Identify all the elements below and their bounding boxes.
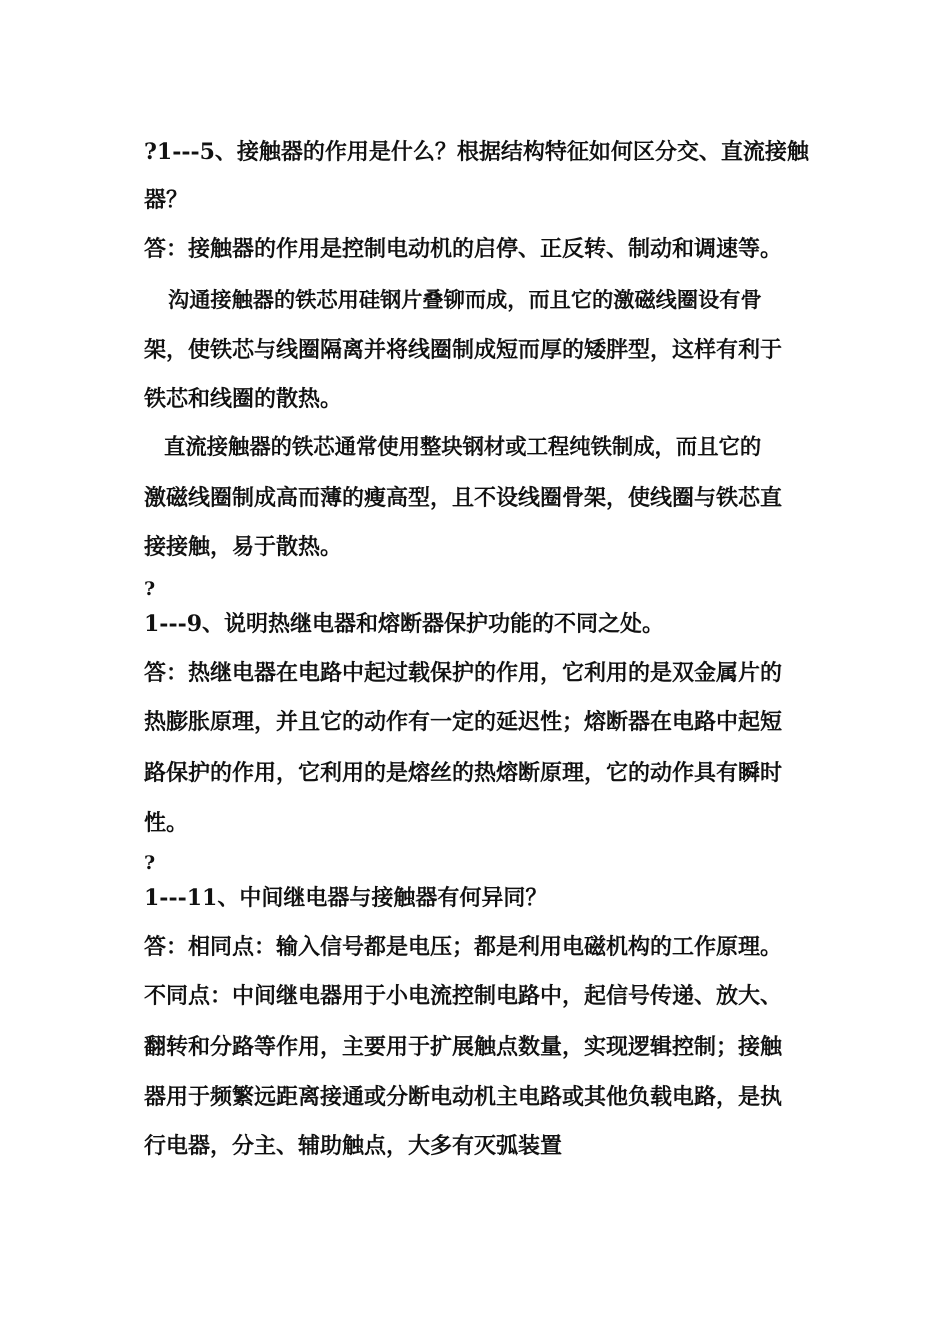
answer-1-5-paragraph-ac-line-3: 铁芯和线圈的散热。	[144, 386, 343, 412]
answer-1-5-paragraph-dc-line-3: 接接触，易于散热。	[144, 534, 343, 560]
question-1-5-line-1: ?1---5、接触器的作用是什么？根据结构特征如何区分交、直流接触	[144, 139, 809, 165]
question-1-9-line: 1---9、说明热继电器和熔断器保护功能的不同之处。	[144, 611, 665, 637]
answer-1-11-line-1: 答：相同点：输入信号都是电压；都是利用电磁机构的工作原理。	[144, 934, 783, 960]
answer-1-5-paragraph-ac-line-1: 沟通接触器的铁芯用硅钢片叠铆而成，而且它的激磁线圈设有骨	[168, 288, 762, 313]
answer-1-11-line-2: 不同点：中间继电器用于小电流控制电路中，起信号传递、放大、	[144, 983, 783, 1009]
question-mark-separator-2: ?	[144, 852, 156, 874]
answer-1-9-line-1: 答：热继电器在电路中起过载保护的作用，它利用的是双金属片的	[144, 660, 783, 686]
question-1-5-line-2: 器？	[144, 187, 189, 213]
answer-1-5-paragraph-ac-line-2: 架，使铁芯与线圈隔离并将线圈制成短而厚的矮胖型，这样有利于	[144, 337, 783, 363]
answer-1-9-line-2: 热膨胀原理，并且它的动作有一定的延迟性；熔断器在电路中起短	[144, 709, 783, 735]
answer-1-9-line-3: 路保护的作用，它利用的是熔丝的热熔断原理，它的动作具有瞬时	[144, 760, 783, 786]
question-1-11-line: 1---11、中间继电器与接触器有何异同？	[144, 885, 548, 911]
answer-1-5-line-1: 答：接触器的作用是控制电动机的启停、正反转、制动和调速等。	[144, 236, 783, 262]
answer-1-11-line-3: 翻转和分路等作用，主要用于扩展触点数量，实现逻辑控制；接触	[144, 1034, 783, 1060]
answer-1-11-line-5: 行电器，分主、辅助触点，大多有灭弧装置	[144, 1133, 563, 1159]
question-mark-separator-1: ?	[144, 578, 156, 600]
answer-1-11-line-4: 器用于频繁远距离接通或分断电动机主电路或其他负载电路，是执	[144, 1084, 783, 1110]
answer-1-9-line-4: 性。	[144, 810, 189, 836]
answer-1-5-paragraph-dc-line-1: 直流接触器的铁芯通常使用整块钢材或工程纯铁制成，而且它的	[164, 435, 762, 460]
answer-1-5-paragraph-dc-line-2: 激磁线圈制成高而薄的瘦高型，且不设线圈骨架，使线圈与铁芯直	[144, 485, 783, 511]
